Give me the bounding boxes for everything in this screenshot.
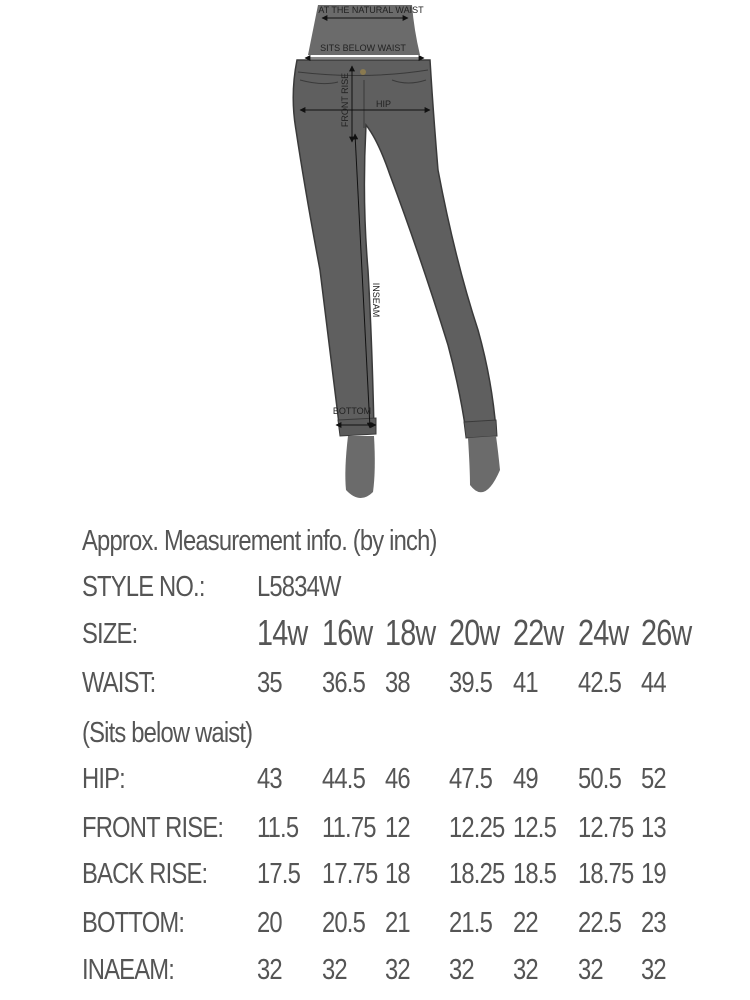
cell-back-rise-26w: 19 [641, 858, 666, 890]
cell-back-rise-24w: 18.75 [578, 858, 634, 890]
cell-back-rise-18w: 18 [385, 858, 410, 890]
cell-bottom-24w: 22.5 [578, 907, 622, 939]
cell-front-rise-14w: 11.5 [257, 812, 299, 844]
cell-front-rise-18w: 12 [385, 812, 410, 844]
row-label-inaeam: INAEAM: [82, 954, 175, 986]
left-foot-shape [345, 436, 374, 498]
cell-back-rise-14w: 17.5 [257, 858, 301, 890]
style-value: L5834W [257, 571, 341, 603]
cell-bottom-26w: 23 [641, 907, 666, 939]
cell-front-rise-22w: 12.5 [513, 812, 557, 844]
cell-hip-18w: 46 [385, 763, 410, 795]
cell-front-rise-26w: 13 [641, 812, 666, 844]
row-label-back-rise: BACK RISE: [82, 858, 208, 890]
row-label-waist: WAIST: [82, 667, 156, 699]
row-label-front-rise: FRONT RISE: [82, 812, 224, 844]
size-14w: 14w [257, 612, 308, 653]
cell-waist-20w: 39.5 [449, 667, 493, 699]
cell-hip-22w: 49 [513, 763, 538, 795]
style-label: STYLE NO.: [82, 571, 205, 603]
cell-hip-20w: 47.5 [449, 763, 493, 795]
size-16w: 16w [322, 612, 373, 653]
cell-bottom-16w: 20.5 [322, 907, 366, 939]
cell-bottom-18w: 21 [385, 907, 410, 939]
cell-back-rise-16w: 17.75 [322, 858, 378, 890]
cell-back-rise-22w: 18.5 [513, 858, 557, 890]
cell-hip-16w: 44.5 [322, 763, 366, 795]
jeans-shape [293, 60, 496, 432]
cell-inaeam-14w: 32 [257, 954, 282, 986]
sits-below-waist-label: SITS BELOW WAIST [320, 43, 406, 53]
cell-waist-16w: 36.5 [322, 667, 366, 699]
cell-bottom-20w: 21.5 [449, 907, 493, 939]
size-18w: 18w [385, 612, 436, 653]
size-24w: 24w [578, 612, 629, 653]
cell-waist-18w: 38 [385, 667, 410, 699]
natural-waist-label: AT THE NATURAL WAIST [318, 5, 424, 15]
waist-note: (Sits below waist) [82, 717, 253, 749]
bottom-label: BOTTOM [332, 406, 372, 416]
cell-waist-24w: 42.5 [578, 667, 622, 699]
cell-inaeam-26w: 32 [641, 954, 666, 986]
cell-front-rise-16w: 11.75 [322, 812, 376, 844]
cell-front-rise-20w: 12.25 [449, 812, 505, 844]
cell-hip-26w: 52 [641, 763, 666, 795]
cell-inaeam-16w: 32 [322, 954, 347, 986]
measurement-chart [0, 515, 750, 1000]
cell-waist-14w: 35 [257, 667, 282, 699]
cell-waist-26w: 44 [641, 667, 666, 699]
row-label-hip: HIP: [82, 763, 125, 795]
size-20w: 20w [449, 612, 500, 653]
cell-inaeam-22w: 32 [513, 954, 538, 986]
inseam-label: INSEAM [371, 282, 381, 318]
size-22w: 22w [513, 612, 564, 653]
cell-hip-14w: 43 [257, 763, 282, 795]
cell-hip-24w: 50.5 [578, 763, 622, 795]
cell-bottom-22w: 22 [513, 907, 538, 939]
cell-inaeam-18w: 32 [385, 954, 410, 986]
cell-inaeam-20w: 32 [449, 954, 474, 986]
hip-label: HIP [376, 99, 392, 109]
front-rise-label: FRONT RISE [340, 72, 350, 128]
chart-heading: Approx. Measurement info. (by inch) [82, 525, 437, 557]
row-label-bottom: BOTTOM: [82, 907, 185, 939]
cell-inaeam-24w: 32 [578, 954, 603, 986]
cell-front-rise-24w: 12.75 [578, 812, 634, 844]
cell-bottom-14w: 20 [257, 907, 282, 939]
cell-waist-22w: 41 [513, 667, 538, 699]
size-26w: 26w [641, 612, 692, 653]
cell-back-rise-20w: 18.25 [449, 858, 505, 890]
size-label: SIZE: [82, 618, 138, 650]
right-foot-shape [468, 436, 500, 492]
